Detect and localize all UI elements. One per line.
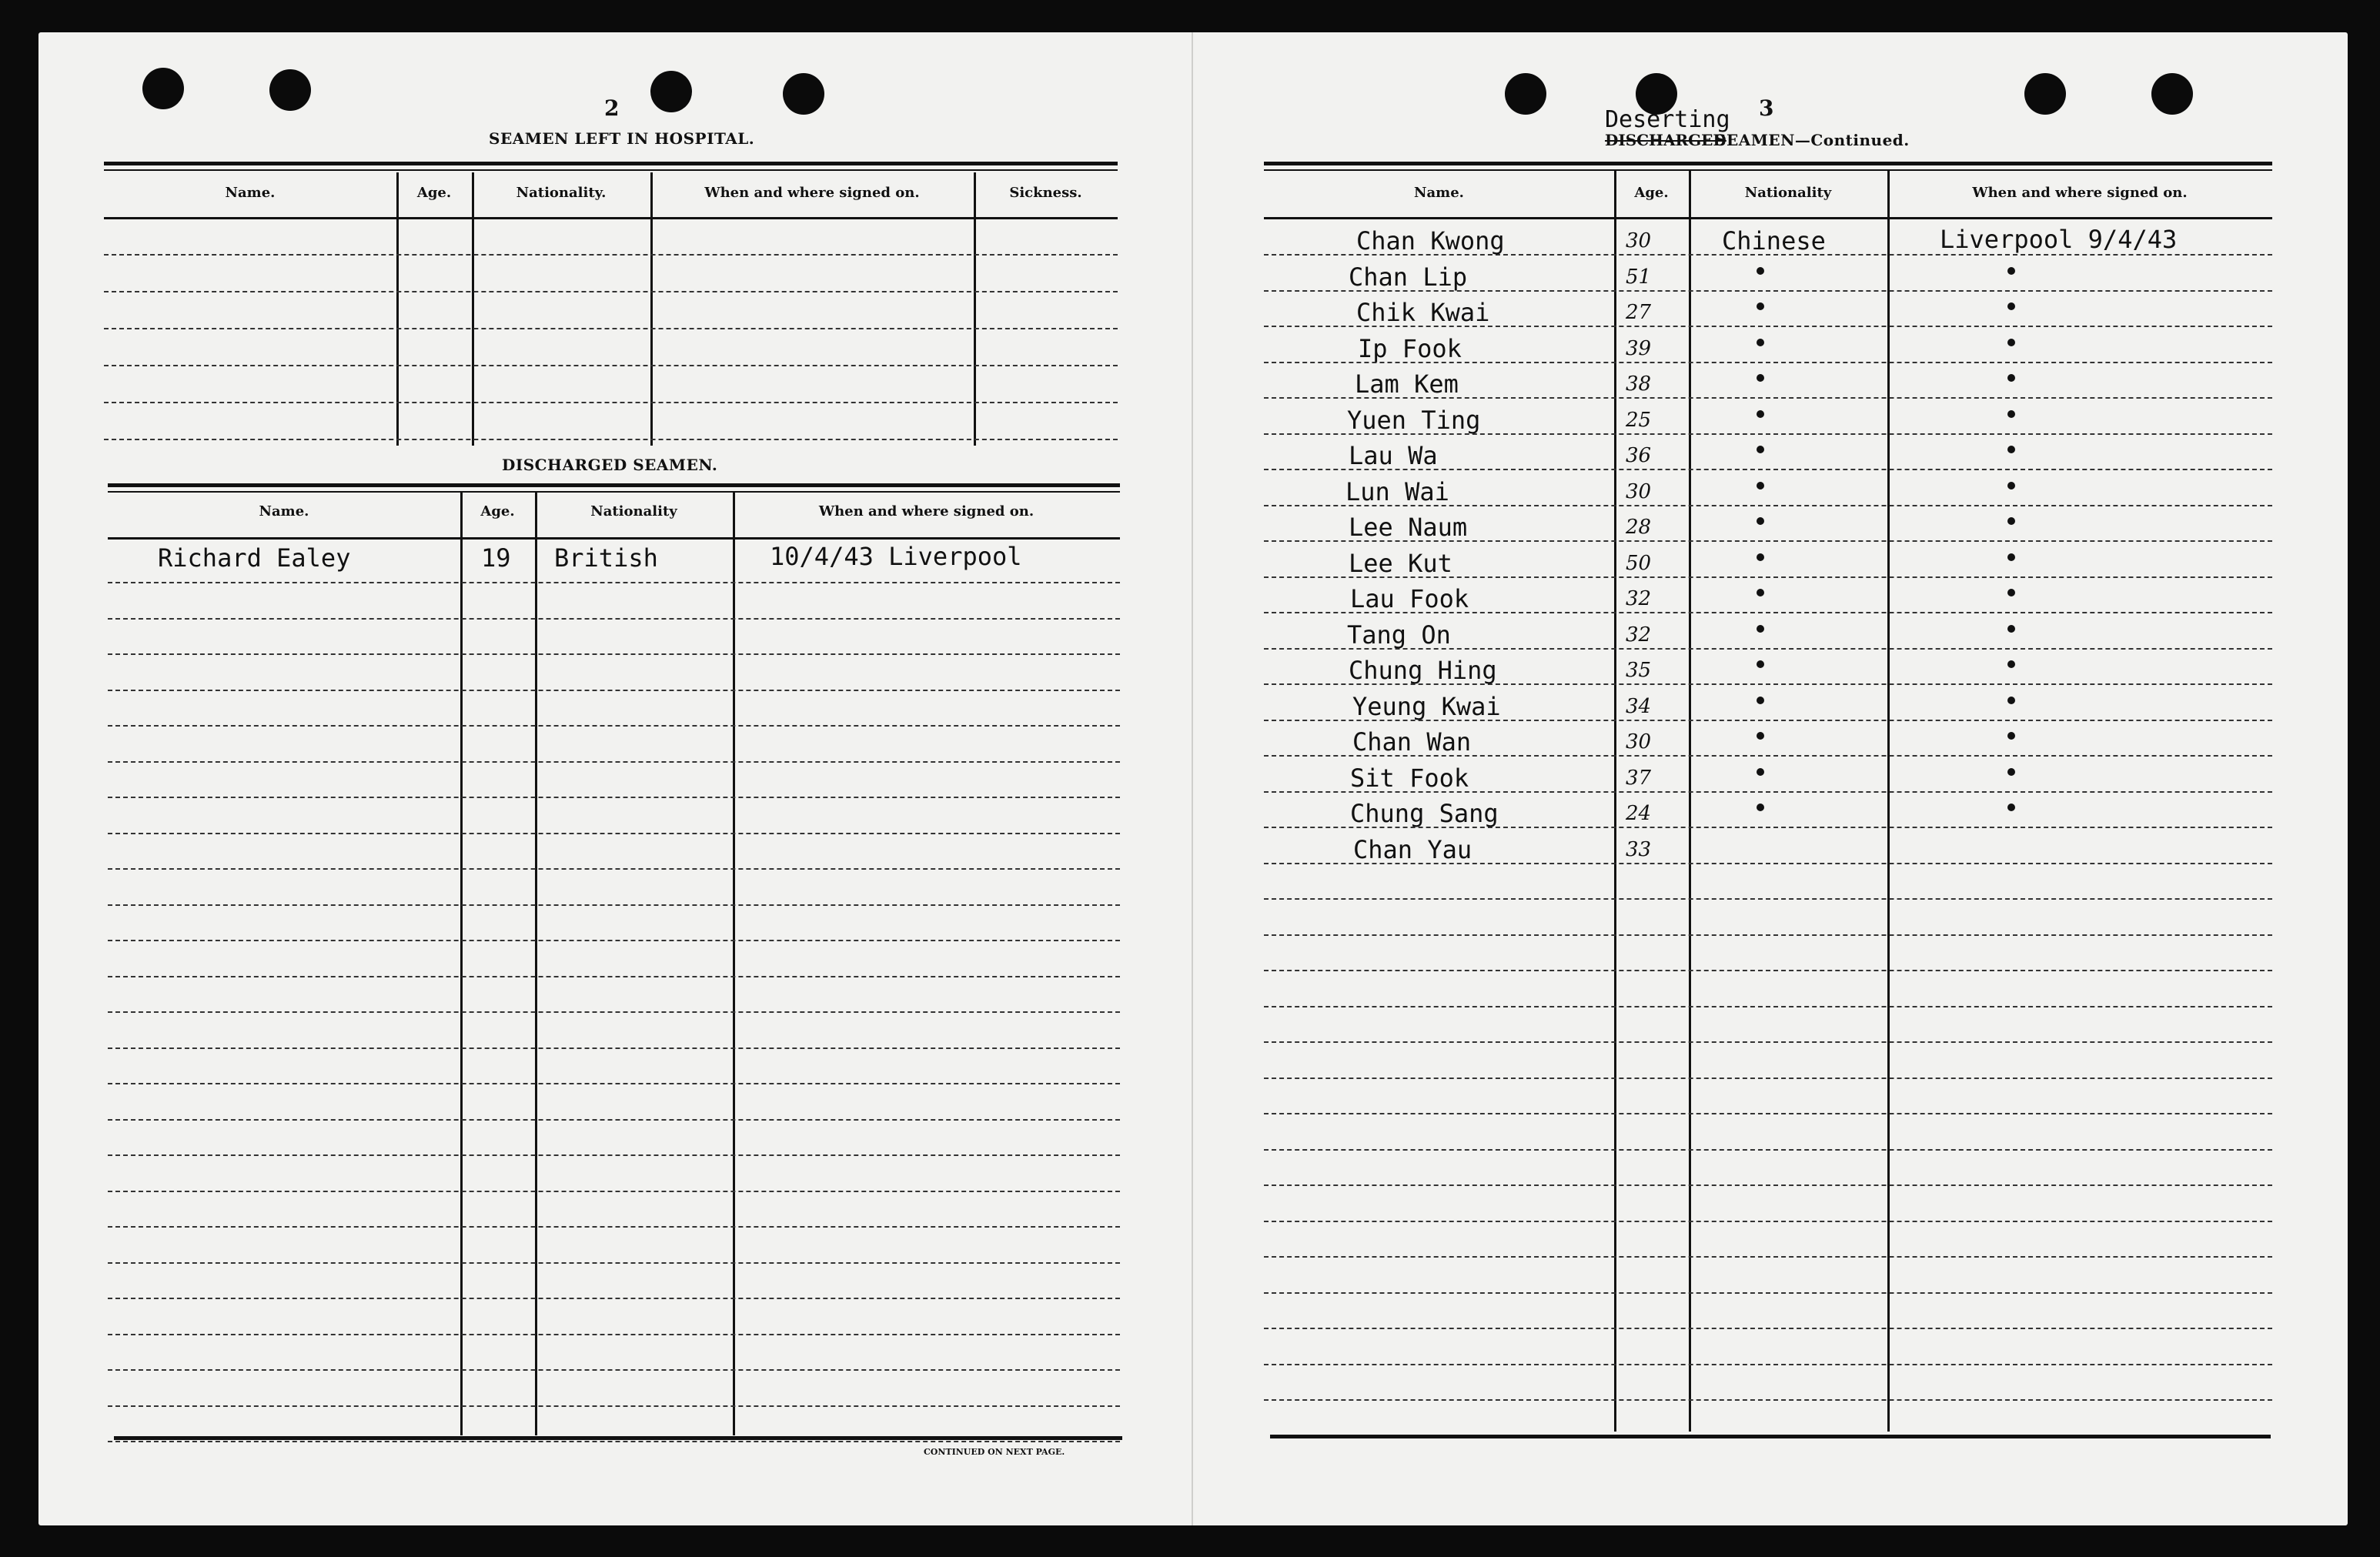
right-section-title: SEAMEN—Continued. — [1715, 131, 1910, 149]
punch-hole — [269, 69, 311, 111]
ruled-line — [108, 1047, 1120, 1049]
col-header-age: Age. — [416, 185, 452, 201]
ruled-line — [108, 761, 1120, 763]
page-number-left: 2 — [604, 95, 620, 121]
center-fold — [1192, 32, 1193, 1525]
deserter-age: 27 — [1626, 301, 1652, 324]
deserter-age: 34 — [1626, 694, 1652, 718]
hospital-table — [104, 162, 1118, 446]
ditto-mark — [1757, 482, 1764, 489]
deserter-age: 32 — [1626, 623, 1652, 647]
struck-heading-word: DISCHARGED — [1605, 131, 1727, 149]
ruled-line — [1264, 1149, 2272, 1151]
punch-hole — [650, 71, 692, 112]
ruled-line — [1264, 1256, 2272, 1258]
deserter-age: 38 — [1626, 373, 1652, 396]
ruled-line — [108, 1369, 1120, 1371]
ditto-mark — [2007, 267, 2015, 275]
deserting-table — [1264, 162, 2272, 1432]
deserter-age: 51 — [1626, 265, 1652, 289]
ditto-mark — [1757, 339, 1764, 346]
ruled-line — [108, 976, 1120, 977]
ruled-line — [108, 690, 1120, 691]
discharged-name: Richard Ealey — [158, 543, 351, 573]
deserter-age: 36 — [1626, 444, 1652, 467]
ruled-line — [108, 725, 1120, 727]
ruled-line — [1264, 934, 2272, 936]
col-header-signed-on: When and where signed on. — [704, 185, 920, 201]
deserter-age: 50 — [1626, 551, 1652, 575]
punch-hole — [1505, 73, 1546, 115]
ruled-line — [108, 940, 1120, 941]
ditto-mark — [1757, 589, 1764, 596]
ditto-mark — [1757, 732, 1764, 740]
deserter-name: Chan Lip — [1349, 262, 1468, 292]
ditto-mark — [2007, 625, 2015, 633]
ruled-line — [1264, 1006, 2272, 1007]
first-signed-on: Liverpool 9/4/43 — [1940, 225, 2178, 254]
col-header-nationality: Nationality — [1744, 185, 1832, 201]
ditto-mark — [2007, 768, 2015, 776]
ruled-line — [1264, 1328, 2272, 1329]
col-header-signed-on: When and where signed on. — [818, 503, 1035, 520]
col-header-name: Name. — [1414, 185, 1464, 201]
deserter-age: 30 — [1626, 730, 1652, 753]
deserter-name: Lau Fook — [1350, 584, 1469, 613]
ruled-line — [1264, 1399, 2272, 1401]
ditto-mark — [1757, 660, 1764, 668]
ruled-line — [108, 1226, 1120, 1228]
deserter-age: 35 — [1626, 659, 1652, 682]
ruled-line — [1264, 1221, 2272, 1222]
discharged-section-title: DISCHARGED SEAMEN. — [502, 456, 718, 474]
ditto-mark — [1757, 267, 1764, 275]
col-header-age: Age. — [480, 503, 515, 520]
discharged-nationality: British — [554, 543, 658, 573]
ditto-mark — [2007, 302, 2015, 310]
col-header-sickness: Sickness. — [1009, 185, 1082, 201]
ditto-mark — [1757, 804, 1764, 811]
ruled-line — [1264, 898, 2272, 900]
ruled-line — [108, 1011, 1120, 1013]
discharged-age: 19 — [481, 543, 511, 573]
bottom-rule-right — [1270, 1435, 2271, 1438]
ditto-mark — [2007, 732, 2015, 740]
discharged-signed-on: 10/4/43 Liverpool — [770, 542, 1022, 571]
deserter-name: Ip Fook — [1358, 333, 1462, 363]
deserter-age: 37 — [1626, 766, 1652, 790]
ruled-line — [108, 582, 1120, 583]
col-header-age: Age. — [1634, 185, 1669, 201]
deserter-age: 28 — [1626, 516, 1652, 539]
ruled-line — [108, 904, 1120, 906]
deserter-age: 32 — [1626, 587, 1652, 610]
ditto-mark — [1757, 697, 1764, 704]
ruled-line — [108, 1405, 1120, 1407]
ruled-line — [108, 1119, 1120, 1121]
deserter-name: Chan Wan — [1352, 727, 1472, 757]
ditto-mark — [2007, 339, 2015, 346]
ditto-mark — [2007, 804, 2015, 811]
ruled-line — [108, 1083, 1120, 1084]
ruled-line — [1264, 1364, 2272, 1365]
ruled-line — [1264, 1292, 2272, 1294]
continued-footer: CONTINUED ON NEXT PAGE. — [924, 1447, 1065, 1457]
ruled-line — [1264, 1184, 2272, 1186]
ruled-line — [1264, 970, 2272, 971]
ruled-line — [108, 1154, 1120, 1156]
ditto-mark — [2007, 482, 2015, 489]
ditto-mark — [2007, 697, 2015, 704]
deserter-name: Lee Kut — [1349, 548, 1452, 578]
deserter-name: Lun Wai — [1345, 476, 1449, 506]
ditto-mark — [2007, 660, 2015, 668]
deserter-age: 39 — [1626, 336, 1652, 360]
col-header-signed-on: When and where signed on. — [1972, 185, 2188, 201]
ruled-line — [1264, 1041, 2272, 1043]
page-number-right: 3 — [1759, 95, 1774, 121]
ruled-line — [108, 1334, 1120, 1335]
col-header-nationality: Nationality — [590, 503, 677, 520]
deserter-age: 30 — [1626, 479, 1652, 503]
col-header-nationality: Nationality. — [516, 185, 607, 201]
col-header-name: Name. — [225, 185, 276, 201]
ruled-line — [1264, 1113, 2272, 1114]
col-header-name: Name. — [259, 503, 309, 520]
deserter-age: 24 — [1626, 802, 1652, 825]
punch-hole — [2024, 73, 2066, 115]
ditto-mark — [1757, 517, 1764, 525]
ruled-line — [1264, 1078, 2272, 1079]
ditto-mark — [1757, 374, 1764, 382]
ditto-mark — [2007, 517, 2015, 525]
ditto-mark — [1757, 410, 1764, 418]
ruled-line — [108, 797, 1120, 798]
ditto-mark — [1757, 768, 1764, 776]
punch-hole — [2151, 73, 2193, 115]
ditto-mark — [2007, 410, 2015, 418]
ruled-line — [108, 1262, 1120, 1264]
deserter-name: Chung Hing — [1349, 656, 1497, 685]
deserter-name: Chan Yau — [1353, 834, 1472, 864]
handwritten-heading: Deserting — [1605, 106, 1730, 133]
ruled-line — [108, 868, 1120, 870]
first-nationality: Chinese — [1722, 226, 1826, 256]
ditto-mark — [2007, 446, 2015, 453]
ditto-mark — [2007, 589, 2015, 596]
discharged-table — [108, 483, 1120, 1434]
deserter-name: Chung Sang — [1350, 799, 1499, 828]
deserter-name: Lee Naum — [1349, 513, 1468, 542]
ditto-mark — [2007, 553, 2015, 561]
deserter-name: Tang On — [1347, 620, 1451, 650]
deserter-age: 30 — [1626, 229, 1652, 252]
ditto-mark — [1757, 553, 1764, 561]
punch-hole — [142, 68, 184, 109]
ditto-mark — [1757, 302, 1764, 310]
deserter-name: Sit Fook — [1350, 763, 1469, 793]
deserter-name: Yuen Ting — [1347, 405, 1481, 435]
bottom-rule-left — [114, 1436, 1122, 1440]
punch-hole — [783, 73, 824, 115]
ditto-mark — [1757, 446, 1764, 453]
ruled-line — [108, 1298, 1120, 1299]
deserter-name: Chik Kwai — [1356, 298, 1490, 327]
ditto-mark — [1757, 625, 1764, 633]
deserter-age: 25 — [1626, 408, 1652, 432]
ruled-line — [108, 653, 1120, 655]
deserter-name: Yeung Kwai — [1352, 691, 1501, 721]
ditto-mark — [2007, 374, 2015, 382]
deserter-name: Lau Wa — [1349, 441, 1438, 470]
deserter-name: Chan Kwong — [1356, 226, 1505, 256]
hospital-section-title: SEAMEN LEFT IN HOSPITAL. — [489, 129, 755, 148]
ruled-line — [108, 1191, 1120, 1192]
ruled-line — [108, 833, 1120, 834]
ruled-line — [108, 1441, 1120, 1442]
ruled-line — [108, 618, 1120, 620]
deserter-age: 33 — [1626, 837, 1652, 861]
deserter-name: Lam Kem — [1355, 369, 1459, 399]
